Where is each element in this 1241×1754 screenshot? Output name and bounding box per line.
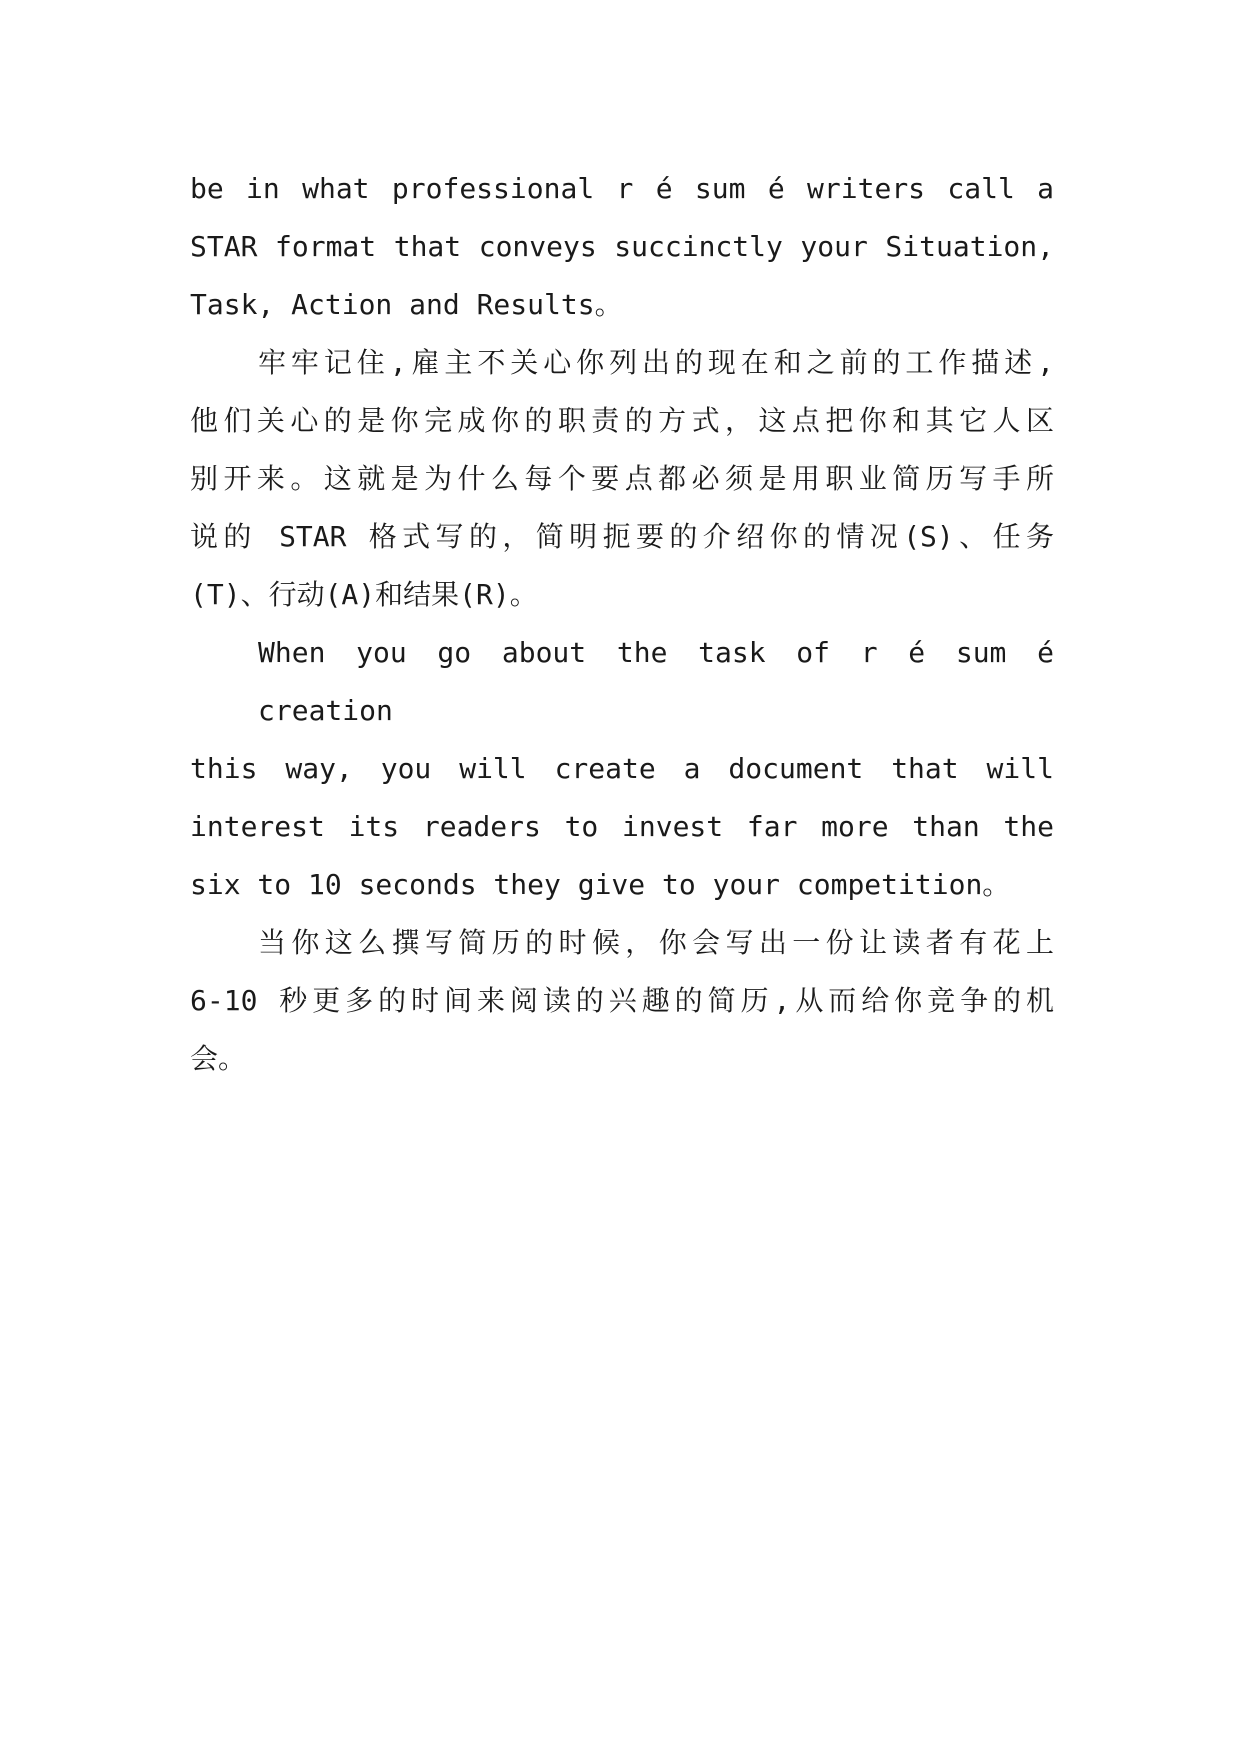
text-line: be in what professional r é sum é writers call a bbox=[190, 172, 1054, 205]
text-line: 牢牢记住,雇主不关心你列出的现在和之前的工作描述, bbox=[258, 346, 1054, 379]
text-line: STAR format that conveys succinctly your Situation, bbox=[190, 230, 1054, 263]
text-line: 会。 bbox=[190, 1042, 247, 1075]
paragraph-chinese-1 bbox=[190, 334, 1054, 624]
text-line: 6-10 秒更多的时间来阅读的兴趣的简历,从而给你竞争的机 bbox=[190, 984, 1054, 1017]
paragraph-english-2 bbox=[190, 624, 1054, 914]
text-line: When you go about the task of r é sum é creation bbox=[258, 636, 1054, 727]
text-line: six to 10 seconds they give to your competition。 bbox=[190, 868, 1011, 901]
text-line: interest its readers to invest far more than the bbox=[190, 810, 1054, 843]
text-line: Task, Action and Results。 bbox=[190, 288, 623, 321]
paragraph-chinese-2 bbox=[190, 914, 1054, 1088]
text-line: this way, you will create a document that will bbox=[190, 752, 1054, 785]
document-body bbox=[190, 160, 1054, 1088]
text-line: 当你这么撰写简历的时候，你会写出一份让读者有花上 bbox=[258, 926, 1054, 959]
text-line: 他们关心的是你完成你的职责的方式，这点把你和其它人区 bbox=[190, 404, 1054, 437]
paragraph-english-1 bbox=[190, 160, 1054, 334]
text-line: 别开来。这就是为什么每个要点都必须是用职业简历写手所 bbox=[190, 462, 1054, 495]
text-line: (T)、行动(A)和结果(R)。 bbox=[190, 578, 538, 611]
text-line: 说的 STAR 格式写的，简明扼要的介绍你的情况(S)、任务 bbox=[190, 520, 1054, 553]
